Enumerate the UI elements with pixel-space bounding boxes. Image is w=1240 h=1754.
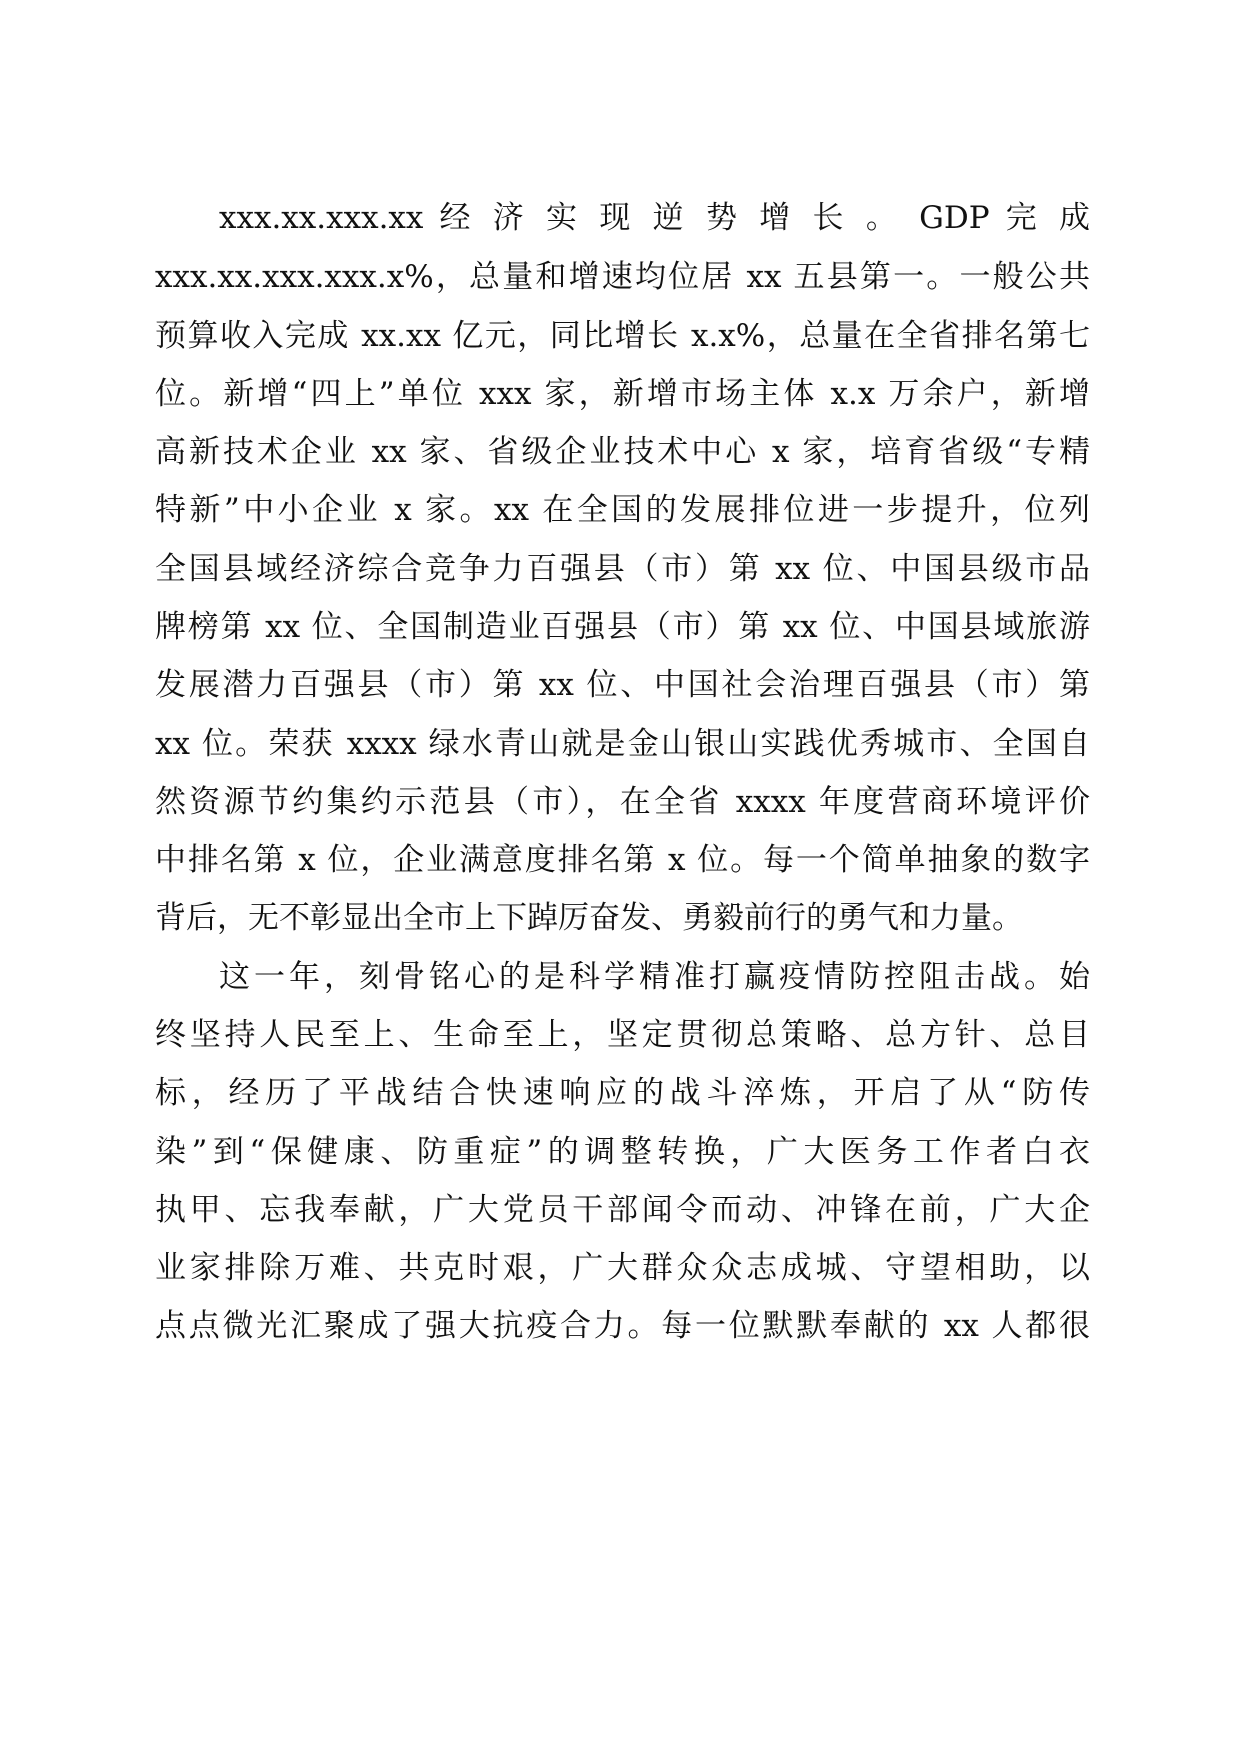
text-line: 中排名第 x 位，企业满意度排名第 x 位。每一个简单抽象的数字 <box>155 842 1090 878</box>
text-line: 特新”中小企业 x 家。xx 在全国的发展排位进一步提升，位列 <box>155 492 1090 528</box>
text-line: xxx.xx.xxx.xxx.x%，总量和增速均位居 xx 五县第一。一般公共 <box>155 259 1090 295</box>
text-line: 发展潜力百强县（市）第 xx 位、中国社会治理百强县（市）第 <box>155 667 1090 703</box>
text-line: 预算收入完成 xx.xx 亿元，同比增长 x.x%，总量在全省排名第七 <box>155 318 1090 354</box>
text-line: 点点微光汇聚成了强大抗疫合力。每一位默默奉献的 xx 人都很 <box>155 1308 1090 1344</box>
text-line: 全国县域经济综合竞争力百强县（市）第 xx 位、中国县级市品 <box>155 551 1090 587</box>
text-line: 标，经历了平战结合快速响应的战斗淬炼，开启了从“防传 <box>155 1075 1090 1111</box>
text-line: 牌榜第 xx 位、全国制造业百强县（市）第 xx 位、中国县域旅游 <box>155 609 1090 645</box>
text-line: 业家排除万难、共克时艰，广大群众众志成城、守望相助，以 <box>155 1250 1090 1286</box>
text-line: 位。新增“四上”单位 xxx 家，新增市场主体 x.x 万余户，新增 <box>155 376 1090 412</box>
text-line: 执甲、忘我奉献，广大党员干部闻令而动、冲锋在前，广大企 <box>155 1192 1090 1228</box>
text-line: xx 位。荣获 xxxx 绿水青山就是金山银山实践优秀城市、全国自 <box>155 726 1090 762</box>
text-line: 高新技术企业 xx 家、省级企业技术中心 x 家，培育省级“专精 <box>155 434 1090 470</box>
text-line: 背后，无不彰显出全市上下踔厉奋发、勇毅前行的勇气和力量。 <box>155 900 1023 936</box>
text-line: 然资源节约集约示范县（市），在全省 xxxx 年度营商环境评价 <box>155 784 1090 820</box>
text-line: xxx.xx.xxx.xx 经 济 实 现 逆 势 增 长 。 GDP 完 成 <box>219 200 1090 236</box>
text-line: 染”到“保健康、防重症”的调整转换，广大医务工作者白衣 <box>155 1134 1090 1170</box>
text-line: 这一年，刻骨铭心的是科学精准打赢疫情防控阻击战。始 <box>219 959 1090 995</box>
text-line: 终坚持人民至上、生命至上，坚定贯彻总策略、总方针、总目 <box>155 1017 1090 1053</box>
